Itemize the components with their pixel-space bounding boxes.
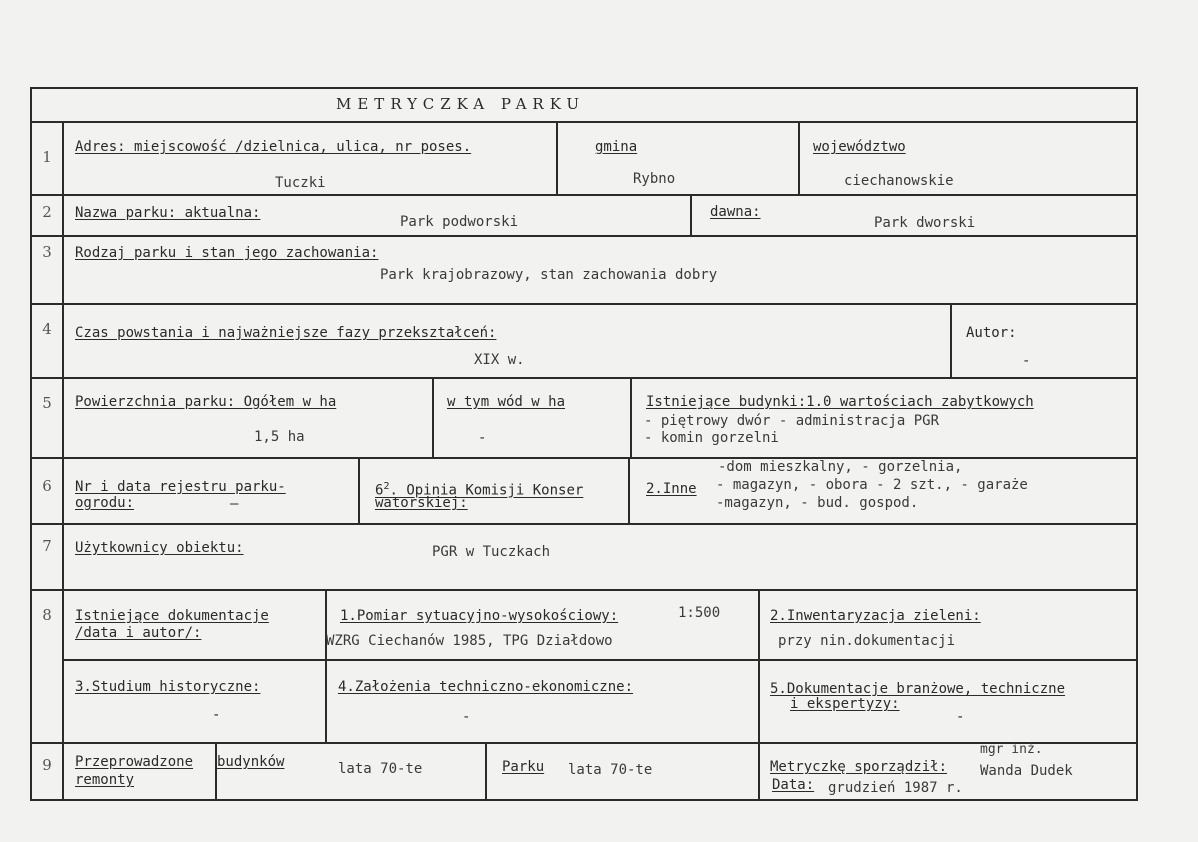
repairs-buildings-label: budynków bbox=[217, 754, 285, 770]
other-line: -dom mieszkalny, - gorzelnia, bbox=[718, 459, 963, 475]
park-type-label: Rodzaj parku i stan jego zachowania: bbox=[75, 245, 379, 261]
park-name-value: Park podworski bbox=[400, 214, 519, 230]
date-value: grudzień 1987 r. bbox=[828, 780, 963, 796]
survey-label: 1.Pomiar sytuacyjno-wysokościowy: bbox=[340, 608, 619, 624]
area-label: Powierzchnia parku: Ogółem w ha bbox=[75, 394, 337, 410]
voivodeship-label: województwo bbox=[813, 139, 906, 155]
row-number: 8 bbox=[42, 606, 52, 624]
row-number: 6 bbox=[42, 477, 52, 495]
author-label: Autor: bbox=[966, 325, 1017, 341]
date-label: Data: bbox=[772, 777, 815, 793]
register-label: ogrodu: bbox=[75, 495, 135, 511]
park-repairs-label: Parku bbox=[502, 759, 545, 775]
row-number: 4 bbox=[42, 320, 52, 338]
form-title: METRYCZKA PARKU bbox=[336, 95, 586, 113]
greenery-label: 2.Inwentaryzacja zieleni: bbox=[770, 608, 981, 624]
gmina-value: Rybno bbox=[633, 171, 676, 187]
creation-time-label: Czas powstania i najważniejsze fazy przekształceń: bbox=[75, 325, 497, 341]
buildings-line: - piętrowy dwór - administracja PGR bbox=[644, 413, 940, 429]
prepared-by-label: Metryczkę sporządził: bbox=[770, 759, 948, 775]
opinion-label: watorskiej: bbox=[375, 495, 468, 511]
study-label: 3.Studium historyczne: bbox=[75, 679, 261, 695]
park-type-value: Park krajobrazowy, stan zachowania dobry bbox=[380, 267, 718, 283]
row-number: 1 bbox=[42, 148, 52, 166]
row-number: 3 bbox=[42, 243, 52, 261]
study-value: - bbox=[212, 707, 221, 723]
survey-value: WZRG Ciechanów 1985, TPG Działdowo bbox=[326, 633, 613, 649]
former-name-value: Park dworski bbox=[874, 215, 976, 231]
voivodeship-value: ciechanowskie bbox=[844, 173, 954, 189]
park-record-form bbox=[30, 87, 1138, 801]
buildings-label: Istniejące budynki:1.0 wartościach zabytkowych bbox=[646, 394, 1034, 410]
survey-scale: 1:500 bbox=[678, 605, 721, 621]
branch-value: - bbox=[956, 709, 965, 725]
row-number: 5 bbox=[42, 394, 52, 412]
register-label: Nr i data rejestru parku- bbox=[75, 479, 286, 495]
water-area-value: - bbox=[478, 430, 487, 446]
docs-label: Istniejące dokumentacje bbox=[75, 608, 269, 624]
tech-value: - bbox=[462, 709, 471, 725]
opinion-label: $6^2$. Opinia Komisji Konser bbox=[375, 481, 584, 499]
address-label: Adres: miejscowość /dzielnica, ulica, nr poses. bbox=[75, 139, 472, 155]
greenery-value: przy nin.dokumentacji bbox=[778, 633, 956, 649]
docs-label: /data i autor/: bbox=[75, 625, 202, 641]
area-value: 1,5 ha bbox=[254, 429, 305, 445]
row-number: 7 bbox=[42, 537, 52, 555]
other-label: 2.Inne bbox=[646, 481, 697, 497]
row-number: 9 bbox=[42, 756, 52, 774]
creation-time-value: XIX w. bbox=[474, 352, 525, 368]
gmina-label: gmina bbox=[595, 139, 638, 155]
user-label: Użytkownicy obiektu: bbox=[75, 540, 244, 556]
former-name-label: dawna: bbox=[710, 204, 761, 220]
author-title: mgr inż. bbox=[980, 742, 1043, 757]
row-number: 2 bbox=[42, 203, 52, 221]
buildings-line: - komin gorzelni bbox=[644, 430, 779, 446]
other-line: -magazyn, - bud. gospod. bbox=[716, 495, 919, 511]
register-value: — bbox=[230, 496, 239, 512]
water-area-label: w tym wód w ha bbox=[447, 394, 566, 410]
address-value: Tuczki bbox=[275, 175, 326, 191]
branch-label: i ekspertyzy: bbox=[790, 696, 900, 712]
prepared-by-name: Wanda Dudek bbox=[980, 763, 1073, 779]
repairs-label: remonty bbox=[75, 772, 135, 788]
park-name-label: Nazwa parku: aktualna: bbox=[75, 205, 261, 221]
other-line: - magazyn, - obora - 2 szt., - garaże bbox=[716, 477, 1028, 493]
author-value: - bbox=[1022, 353, 1031, 369]
user-value: PGR w Tuczkach bbox=[432, 544, 551, 560]
repairs-label: Przeprowadzone bbox=[75, 754, 194, 770]
park-repairs-years: lata 70-te bbox=[568, 762, 653, 778]
repairs-years: lata 70-te bbox=[338, 761, 423, 777]
branch-label: 5.Dokumentacje branżowe, techniczne bbox=[770, 681, 1066, 697]
tech-label: 4.Założenia techniczno-ekonomiczne: bbox=[338, 679, 634, 695]
